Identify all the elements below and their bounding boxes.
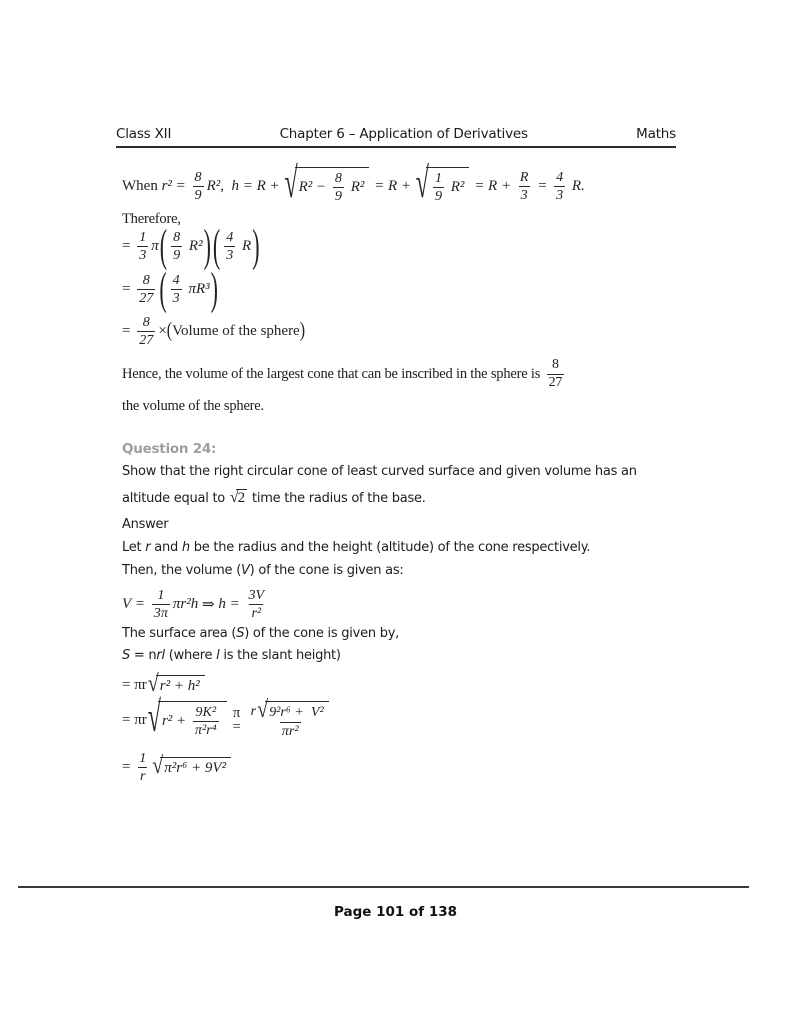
radical xyxy=(257,696,329,724)
fraction-denominator: 27 xyxy=(139,289,154,306)
fraction-denominator: π²r⁴ xyxy=(194,721,217,738)
left-paren: ( xyxy=(212,219,221,271)
s-line xyxy=(122,648,341,663)
footer-page-number: Page 101 of 138 xyxy=(333,904,458,920)
hence-text: Hence, the volume of the largest cone that can be inscribed in the sphere is xyxy=(122,365,544,382)
hence-line xyxy=(122,352,567,396)
fraction xyxy=(333,170,344,203)
text-token: The surface area ( xyxy=(122,626,237,641)
right-paren: ) xyxy=(203,219,211,271)
fraction-denominator: 3 xyxy=(226,246,234,263)
fraction-denominator: 9 xyxy=(194,186,202,203)
header-chapter-title: Chapter 6 – Application of Derivatives xyxy=(279,126,528,142)
math-token: πr²h xyxy=(172,595,199,612)
text-token: ) of the cone is given by, xyxy=(244,626,400,641)
radical-sign-icon: √ xyxy=(415,160,429,208)
radical-sign-icon: √ xyxy=(152,752,164,779)
fraction-numerator: 8 xyxy=(552,357,559,373)
math-token: = xyxy=(533,177,552,194)
fraction xyxy=(193,169,204,202)
math-token: r² + xyxy=(161,712,190,729)
equation-volume-step-3 xyxy=(122,313,305,349)
radical-sign-icon: √ xyxy=(229,489,239,506)
radical xyxy=(152,752,231,779)
math-token: V xyxy=(122,595,132,612)
text-token: = n xyxy=(130,648,157,663)
fraction-numerator: 4 xyxy=(226,229,234,246)
right-paren: ) xyxy=(252,219,260,271)
fraction-numerator: 8 xyxy=(194,169,202,186)
text-token: is the slant height) xyxy=(219,648,341,663)
fraction xyxy=(137,750,148,783)
therefore-label: Therefore, xyxy=(122,211,181,227)
radical xyxy=(284,160,369,208)
math-token: = xyxy=(122,758,135,775)
fraction-numerator: 8 xyxy=(142,272,150,289)
math-token: = xyxy=(225,595,244,612)
fraction-numerator: 4 xyxy=(556,169,564,186)
left-paren: ( xyxy=(159,219,168,271)
radical-body xyxy=(426,167,469,204)
equation-v xyxy=(122,585,269,623)
hence-line-2: the volume of the sphere. xyxy=(122,398,264,414)
pi-over-equals xyxy=(233,706,241,735)
fraction xyxy=(518,169,531,202)
fraction-denominator: 3 xyxy=(172,289,180,306)
math-token: When xyxy=(122,177,162,194)
radical-body xyxy=(295,167,370,204)
radical-sign-icon: √ xyxy=(147,694,161,742)
question-line-2 xyxy=(122,484,426,512)
fraction xyxy=(547,357,565,390)
equation-s3 xyxy=(122,746,232,788)
math-token: Volume of the sphere xyxy=(172,322,300,339)
fraction-denominator: r² xyxy=(251,604,262,621)
text-token: time the radius of the base. xyxy=(248,490,426,506)
text-token: ) of the cone is given as: xyxy=(249,563,404,578)
fraction xyxy=(137,229,148,262)
math-token: πR³ xyxy=(184,280,210,297)
math-token: = xyxy=(122,237,135,254)
radical-sign-icon: √ xyxy=(284,160,298,208)
footer-divider xyxy=(18,886,749,888)
var-l: l xyxy=(216,648,220,663)
question-label: Question 24: xyxy=(122,441,217,457)
fraction-numerator: 9K² xyxy=(195,704,217,721)
fraction-numerator: 8 xyxy=(142,314,150,331)
var-S: S xyxy=(122,648,131,663)
then-line xyxy=(122,563,404,578)
fraction-numerator: R xyxy=(519,169,529,186)
fraction-numerator: 3V xyxy=(248,587,265,604)
fraction-numerator: 8 xyxy=(334,170,342,187)
fraction xyxy=(137,272,155,305)
fraction xyxy=(433,170,444,203)
math-token: = πr xyxy=(122,676,147,693)
var-rl: rl xyxy=(156,648,165,663)
math-token: R² xyxy=(447,178,465,195)
math-token: = xyxy=(171,177,190,194)
text-token: Let xyxy=(122,540,146,555)
header-subject-label: Maths xyxy=(636,126,676,142)
math-token: r² xyxy=(161,177,172,194)
math-token: = xyxy=(122,322,135,339)
fraction xyxy=(171,229,182,262)
var-r: r xyxy=(145,540,151,555)
math-token: R² xyxy=(185,237,203,254)
radical-body: 2 xyxy=(237,490,246,506)
math-token: = πr xyxy=(122,711,147,728)
surface-line xyxy=(122,626,399,641)
question-line-1: Show that the right circular cone of least curved surface and given volume has an xyxy=(122,464,637,479)
radical-body: π²r⁶ + 9V² xyxy=(160,757,231,778)
var-h: h xyxy=(181,540,190,555)
radical-body: r² + h² xyxy=(156,675,205,696)
equation-when xyxy=(122,162,585,210)
fraction xyxy=(554,169,565,202)
text-token: Then, the volume ( xyxy=(122,563,242,578)
fraction-denominator: 27 xyxy=(548,374,563,390)
math-token: × xyxy=(158,322,167,339)
var-S: S xyxy=(236,626,245,641)
equation-volume-step-2 xyxy=(122,262,219,314)
var-V: V xyxy=(241,563,250,578)
fraction-numerator: 1 xyxy=(157,587,165,604)
right-paren: ) xyxy=(299,318,306,342)
math-token: = R + xyxy=(370,177,415,194)
fraction xyxy=(152,587,170,620)
math-token: π xyxy=(233,704,241,721)
fraction-denominator: 27 xyxy=(139,331,154,348)
math-token: , xyxy=(220,177,232,194)
radical-sign-icon: √ xyxy=(257,696,269,724)
fraction-numerator: 1 xyxy=(139,229,147,246)
fraction-denominator: 9 xyxy=(173,246,181,263)
fraction xyxy=(193,704,219,737)
fraction-denominator: 9 xyxy=(334,187,342,204)
right-paren: ) xyxy=(210,262,218,314)
radical xyxy=(415,160,470,208)
math-token: h = R + xyxy=(231,177,284,194)
math-token: R. xyxy=(568,177,585,194)
fraction-denominator: 3 xyxy=(139,246,147,263)
radical xyxy=(147,670,205,697)
radical-body: 9²r⁶ + V² xyxy=(265,701,329,721)
answer-label: Answer xyxy=(122,517,169,532)
math-token: π xyxy=(151,237,159,254)
fraction xyxy=(171,272,182,305)
header-class-label: Class XII xyxy=(116,126,172,142)
math-token: = xyxy=(232,719,241,735)
math-token: h xyxy=(218,595,226,612)
fraction xyxy=(249,696,332,739)
fraction-denominator: r xyxy=(139,767,146,784)
radical-body xyxy=(158,701,227,738)
math-token: R² xyxy=(298,178,317,195)
fraction xyxy=(224,229,235,262)
let-line xyxy=(122,540,590,555)
math-token: = xyxy=(122,280,135,297)
text-token: and xyxy=(150,540,182,555)
text-token: be the radius and the height (altitude) of the cone respectively. xyxy=(189,540,591,555)
math-token: = R + xyxy=(470,177,515,194)
fraction-denominator: 3 xyxy=(520,186,528,203)
implies-arrow: ⇒ xyxy=(198,596,219,613)
fraction-denominator: 3 xyxy=(556,186,564,203)
math-token: = xyxy=(131,595,149,612)
math-token: R² xyxy=(206,177,221,194)
fraction xyxy=(246,587,266,620)
equation-s2 xyxy=(122,695,335,745)
math-token: r xyxy=(250,703,257,720)
left-paren: ( xyxy=(166,318,173,342)
fraction-numerator: 1 xyxy=(434,170,443,187)
fraction-numerator: 8 xyxy=(173,229,181,246)
fraction-denominator: πr² xyxy=(281,722,299,739)
page-header xyxy=(116,126,676,148)
radical-sign-icon: √ xyxy=(147,670,159,697)
math-token: − xyxy=(316,178,330,195)
text-token: (where xyxy=(164,648,217,663)
fraction xyxy=(137,314,155,347)
left-paren: ( xyxy=(159,262,167,314)
radical xyxy=(230,489,247,507)
fraction-denominator: 9 xyxy=(434,187,443,204)
radical xyxy=(147,694,227,742)
fraction-numerator: 4 xyxy=(172,272,180,289)
math-token: R xyxy=(238,237,252,254)
text-token: altitude equal to xyxy=(122,490,229,506)
math-token: R² xyxy=(346,178,365,195)
fraction-denominator: 3π xyxy=(153,604,168,621)
fraction-numerator xyxy=(249,696,332,724)
fraction-numerator: 1 xyxy=(139,750,147,767)
